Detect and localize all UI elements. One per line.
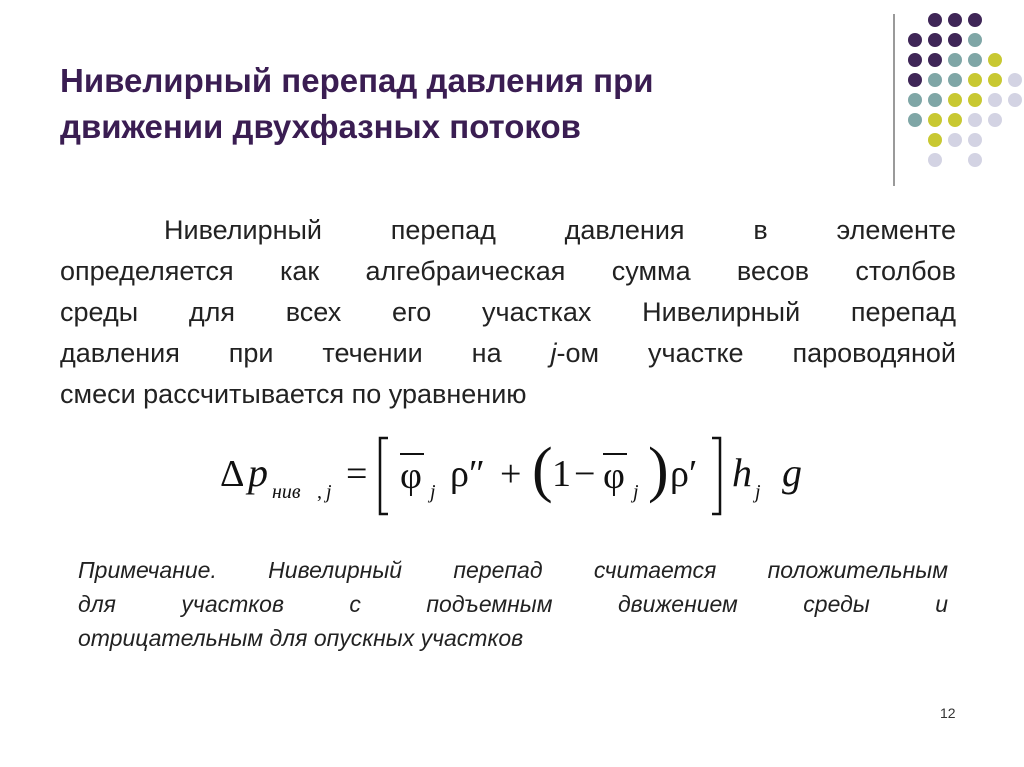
formula-p-index: j <box>326 481 332 503</box>
decorative-dot <box>1008 93 1022 107</box>
decorative-dot <box>928 33 942 47</box>
paragraph-line-4 <box>60 333 956 374</box>
formula-comma: , <box>317 481 322 503</box>
paragraph-line-5: смеси рассчитывается по уравнению <box>60 379 527 409</box>
decorative-dot <box>908 73 922 87</box>
pressure-drop-formula <box>210 426 830 526</box>
paragraph-line-3: среды для всех его участках Нивелирный перепад <box>60 297 956 327</box>
note-block <box>78 553 948 655</box>
paragraph-line-4-end: -ом участке пароводяной <box>556 338 957 368</box>
formula-minus: − <box>574 453 596 495</box>
decorative-dot <box>968 133 982 147</box>
decorative-dot <box>948 13 962 27</box>
decorative-dot <box>908 113 922 127</box>
formula-h: h <box>732 450 752 495</box>
decorative-dot <box>948 133 962 147</box>
paragraph-line-2: определяется как алгебраическая сумма весов столбов <box>60 256 956 286</box>
decorative-divider <box>893 14 895 186</box>
formula-p-subscript: нив <box>272 481 301 503</box>
paragraph-line-1: Нивелирный перепад давления в элементе <box>164 215 956 245</box>
decorative-dot <box>908 53 922 67</box>
decorative-dot <box>988 113 1002 127</box>
decorative-dot <box>968 153 982 167</box>
decorative-dot <box>928 153 942 167</box>
decorative-dot <box>948 93 962 107</box>
decorative-dot <box>948 53 962 67</box>
decorative-dot <box>988 93 1002 107</box>
decorative-dot <box>968 33 982 47</box>
decorative-dot <box>948 113 962 127</box>
formula-rho-prime: ρ′ <box>670 453 698 495</box>
decorative-dot <box>968 93 982 107</box>
formula-phi-2: φ <box>603 455 625 497</box>
decorative-dot <box>968 53 982 67</box>
formula-plus: + <box>500 453 522 495</box>
decorative-dot <box>928 73 942 87</box>
decorative-dot <box>908 93 922 107</box>
formula-right-bracket <box>712 438 720 514</box>
formula-p: p <box>248 450 268 495</box>
decorative-dot <box>1008 73 1022 87</box>
main-paragraph <box>60 210 956 415</box>
decorative-dot <box>968 13 982 27</box>
title-line-1: Нивелирный перепад давления при <box>60 62 654 99</box>
decorative-dot <box>928 53 942 67</box>
note-line-2: для участков с подъемным движением среды и <box>78 591 948 617</box>
decorative-dot <box>928 113 942 127</box>
decorative-dot <box>948 73 962 87</box>
note-line-1: Примечание. Нивелирный перепад считается положительным <box>78 557 948 583</box>
formula-h-index: j <box>755 481 761 503</box>
decorative-dot <box>948 33 962 47</box>
formula-rho-double-prime: ρ″ <box>450 453 485 495</box>
formula-phi2-index: j <box>633 481 639 503</box>
formula-delta: Δ <box>220 453 245 495</box>
slide-title <box>60 58 860 150</box>
formula-phi-index: j <box>430 481 436 503</box>
note-line-3: отрицательным для опускных участков <box>78 625 524 651</box>
decorative-dot <box>988 53 1002 67</box>
paragraph-line-4-start: давления при течении на <box>60 338 551 368</box>
formula-open-paren: ( <box>532 436 553 504</box>
title-line-2: движении двухфазных потоков <box>60 108 581 145</box>
decorative-dot <box>928 13 942 27</box>
decorative-dot <box>988 73 1002 87</box>
decorative-dot <box>928 133 942 147</box>
paragraph-line-4-index: j <box>550 338 557 368</box>
formula-phi: φ <box>400 455 422 497</box>
formula-equals: = <box>346 453 368 495</box>
decorative-dot <box>968 113 982 127</box>
page-number: 12 <box>940 705 956 721</box>
formula-close-paren: ) <box>648 436 669 504</box>
formula-one: 1 <box>552 453 571 495</box>
decorative-dot-grid <box>908 13 1008 163</box>
decorative-dot <box>968 73 982 87</box>
decorative-dot <box>908 33 922 47</box>
formula-g: g <box>782 450 802 495</box>
formula-left-bracket <box>380 438 388 514</box>
decorative-dot <box>928 93 942 107</box>
